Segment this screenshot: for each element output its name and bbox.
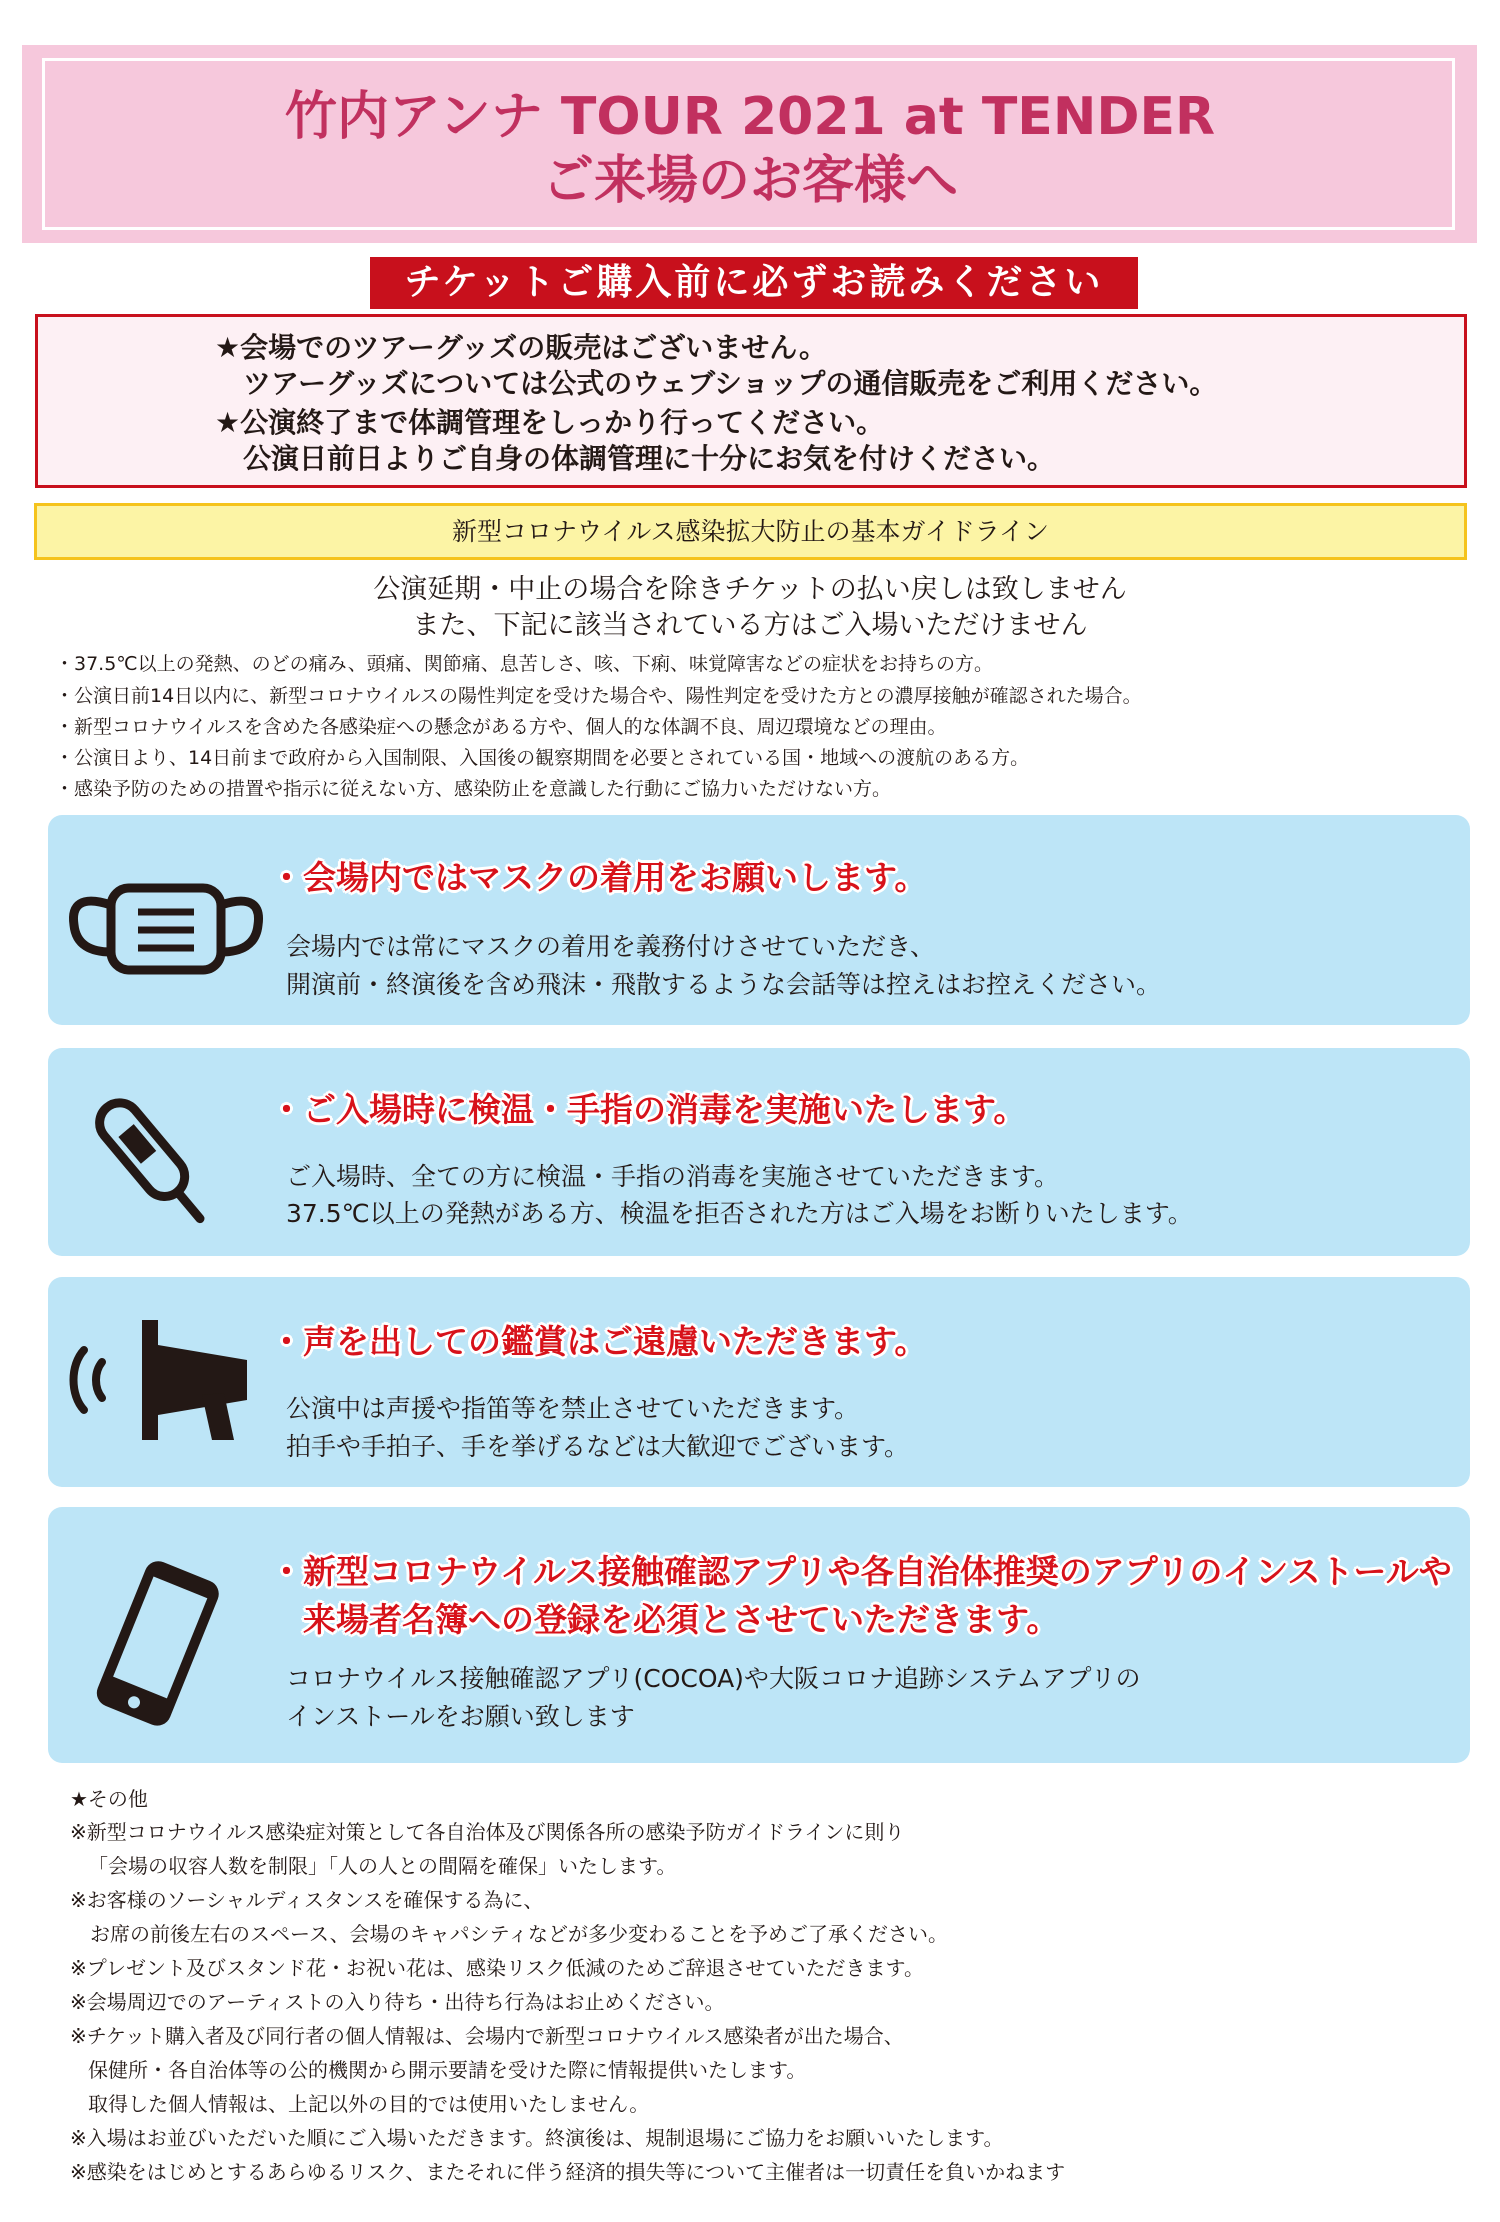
notice-line: 公演日前日よりご自身の体調管理に十分にお気を付けください。 [215,442,1056,475]
notice-line: ツアーグッズについては公式のウェブショップの通信販売をご利用ください。 [215,367,1218,400]
smartphone-icon [80,1560,230,1730]
footer-note: 取得した個人情報は、上記以外の目的では使用いたしません。 [88,2092,650,2116]
other-notes-heading: ★その他 [70,1787,148,1811]
no-cheering-panel-title: ・声を出しての鑑賞はご遠慮いただきます。 [270,1322,928,1361]
page-subtitle: ご来場のお客様へ [541,151,958,211]
megaphone-icon [62,1315,262,1445]
list-item: ・公演日前14日以内に、新型コロナウイルスの陽性判定を受けた場合や、陽性判定を受けた方との濃厚接触が確認された場合。 [55,685,1142,707]
footer-note: 保健所・各自治体等の公的機関から開示要請を受けた際に情報提供いたします。 [88,2058,807,2082]
no-cheering-panel-body: 公演中は声援や指笛等を禁止させていただきます。 [286,1394,860,1423]
footer-note: ※プレゼント及びスタンド花・お祝い花は、感染リスク低減のためご辞退させていただきます。 [70,1956,924,1980]
read-before-purchase-banner: チケットご購入前に必ずお読みください [370,257,1138,309]
entry-restriction-text: また、下記に該当されている方はご入場いただけません [412,610,1088,641]
temperature-panel-body: ご入場時、全ての方に検温・手指の消毒を実施させていただきます。 [286,1162,1060,1191]
contact-app-panel-title: ・新型コロナウイルス接触確認アプリや各自治体推奨のアプリのインストールや [270,1552,1452,1591]
footer-note: ※会場周辺でのアーティストの入り待ち・出待ち行為はお止めください。 [70,1990,725,2014]
no-cheering-panel-body: 拍手や手拍子、手を挙げるなどは大歓迎でございます。 [286,1432,910,1461]
contact-app-panel-body: インストールをお願い致します [286,1702,635,1731]
mask-panel-title: ・会場内ではマスクの着用をお願いします。 [270,858,928,897]
refund-policy-text: 公演延期・中止の場合を除きチケットの払い戻しは致しません [373,574,1127,605]
mask-icon [66,880,266,980]
notice-line: ★会場でのツアーグッズの販売はございません。 [215,331,827,364]
mask-panel-body: 開演前・終演後を含め飛沫・飛散するような会話等は控えはお控えください。 [286,970,1162,999]
list-item: ・公演日より、14日前まで政府から入国制限、入国後の観察期間を必要とされている国・地域への渡航のある方。 [55,747,1030,769]
footer-note: お席の前後左右のスペース、会場のキャパシティなどが多少変わることを予めご了承ください。 [70,1922,948,1946]
footer-note: 「会場の収容人数を制限」「人の人との間隔を確保」いたします。 [88,1854,677,1878]
temperature-panel-body: 37.5℃以上の発熱がある方、検温を拒否された方はご入場をお断りいたします。 [286,1199,1193,1228]
footer-note: ※感染をはじめとするあらゆるリスク、またそれに伴う経済的損失等について主催者は一切責任を負いかねます [70,2160,1066,2184]
list-item: ・37.5℃以上の発熱、のどの痛み、頭痛、関節痛、息苦しさ、咳、下痢、味覚障害などの症状をお持ちの方。 [55,653,994,675]
guideline-title-bar: 新型コロナウイルス感染拡大防止の基本ガイドライン [34,503,1467,560]
thermometer-icon [80,1090,230,1240]
mask-panel-body: 会場内では常にマスクの着用を義務付けさせていただき、 [286,932,936,961]
footer-note: ※お客様のソーシャルディスタンスを確保する為に、 [70,1888,544,1912]
footer-note: ※入場はお並びいただいた順にご入場いただきます。終演後は、規制退場にご協力をお願いいたします。 [70,2126,1004,2150]
footer-note: ※新型コロナウイルス感染症対策として各自治体及び関係各所の感染予防ガイドラインに則り [70,1820,905,1844]
footer-note: ※チケット購入者及び同行者の個人情報は、会場内で新型コロナウイルス感染者が出た場合、 [70,2024,904,2048]
page-title: 竹内アンナ TOUR 2021 at TENDER [284,87,1216,147]
temperature-panel-title: ・ご入場時に検温・手指の消毒を実施いたします。 [270,1090,1027,1129]
list-item: ・新型コロナウイルスを含めた各感染症への懸念がある方や、個人的な体調不良、周辺環境などの理由。 [55,716,947,738]
notice-line: ★公演終了まで体調管理をしっかり行ってください。 [215,406,885,439]
contact-app-panel-title-line2: 来場者名簿への登録を必須とさせていただきます。 [270,1600,1060,1639]
contact-app-panel-body: コロナウイルス接触確認アプリ(COCOA)や大阪コロナ追跡システムアプリの [286,1664,1141,1693]
list-item: ・感染予防のための措置や指示に従えない方、感染防止を意識した行動にご協力いただけない方。 [55,778,892,800]
